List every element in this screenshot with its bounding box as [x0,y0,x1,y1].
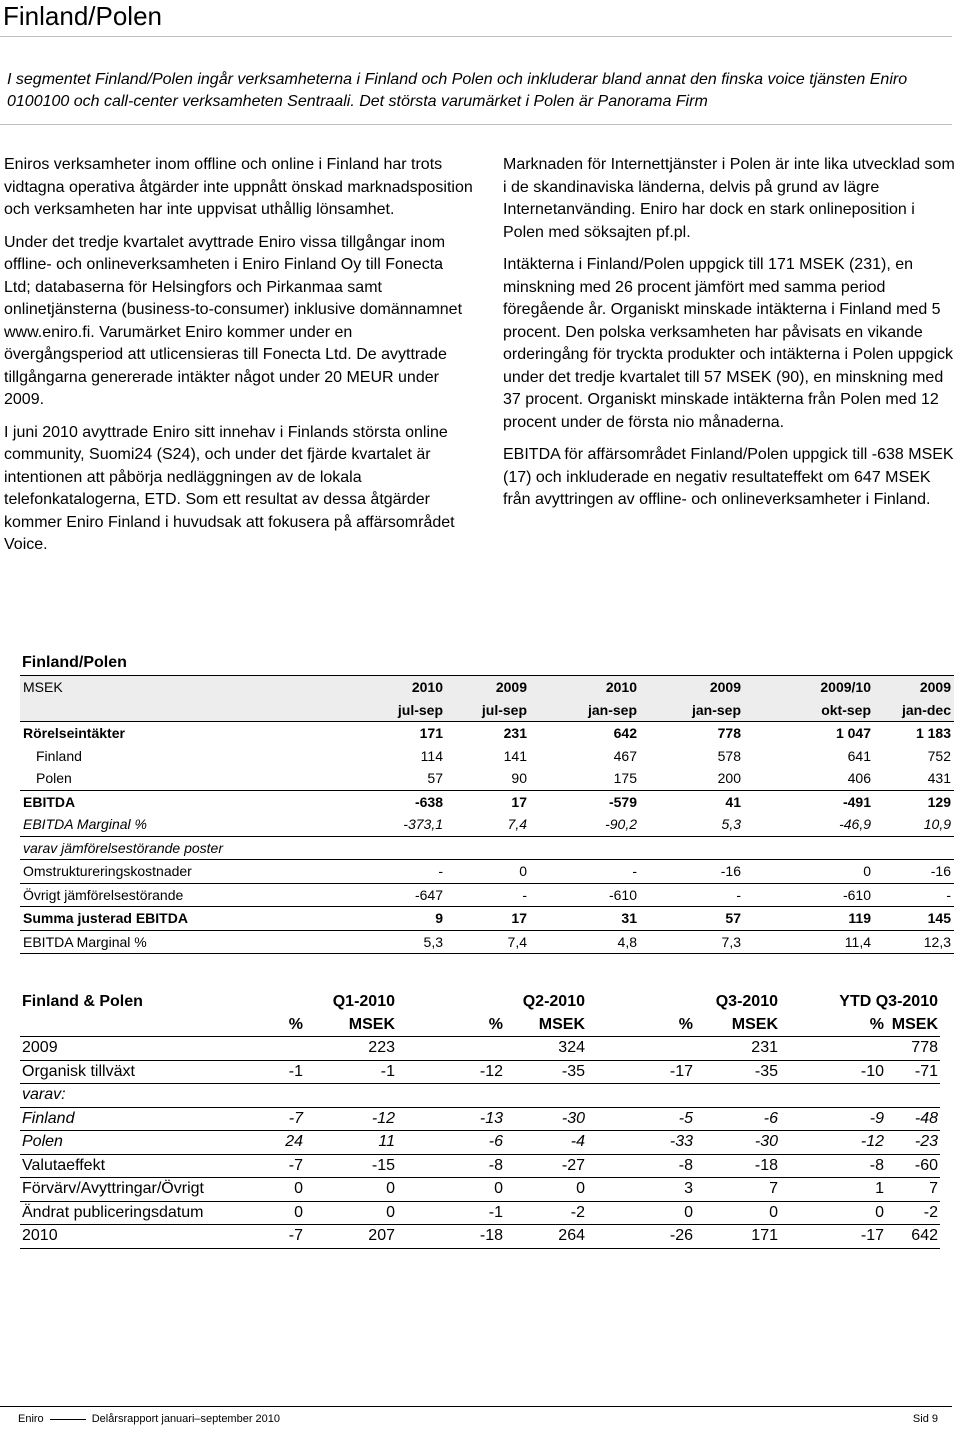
pct-header: % [780,1014,886,1037]
paragraph: Under det tredje kvartalet avyttrade Eniro vissa tillgångar inom offline- och onlineverksamheten i Eniro Finland Oy till Fonecta Ltd; databaserna för Helsingfors och Pirkanmaa samt onlinetjänsterna (business-to-consumer) inklusive domännamnet www.eniro.fi. Varumärket Eniro kommer under en övergångsperiod att utlicensieras till Fonecta Ltd. De avyttrade tillgångarna genererade intäkter något under 20 MEUR under 2009. [4,233,463,408]
msek-header: MSEK [695,1014,780,1037]
table-row: EBITDA Marginal % -373,1 7,4 -90,2 5,3 -46,9 10,9 [20,813,954,836]
table-row: Omstruktureringskostnader - 0 - -16 0 -16 [20,860,954,884]
msek-header: MSEK [305,1014,397,1037]
table-row: Valutaeffekt -7 -15 -8 -27 -8 -18 -8 -60 [20,1154,940,1178]
page-number: Sid 9 [912,1413,938,1425]
footer-report: Delårsrapport januari–september 2010 [91,1413,281,1425]
paragraph: Marknaden för Internettjänster i Polen är inte lika utvecklad som i de skandinaviska länderna, delvis på grund av lägre Internetanvänding. Eniro har dock en stark onlineposition i Polen med söksajten pf.pl. [503,156,955,241]
table-row: varav jämförelsestörande poster [23,839,223,856]
right-column [503,154,958,522]
year-header: 2009 [640,676,744,699]
paragraph: Eniros verksamheter inom offline och online i Finland har trots vidtagna operativa åtgärder inte uppnått önskad marknadsposition och verksamheten har inte uppvisat uthållig lönsamhet. [4,156,473,218]
table-title: Finland/Polen [22,654,127,671]
table-row: 2009 223 324 231 778 [20,1037,940,1061]
page-title: Finland/Polen [3,1,162,31]
unit-label: MSEK [20,676,360,699]
table-title: Finland & Polen [22,993,143,1011]
year-header: 2009/10 [744,676,874,699]
table-row: varav: [20,1084,940,1108]
pct-header: % [250,1014,305,1037]
paragraph: EBITDA för affärsområdet Finland/Polen uppgick till -638 MSEK (17) och inkluderade en negativ resultateffekt om 647 MSEK från avyttringen av offline- och onlineverksamheter i Finland. [503,446,954,508]
footer-divider [0,1406,952,1407]
table-row: Förvärv/Avyttringar/Övrigt 0 0 0 0 3 7 1 7 [20,1178,940,1202]
paragraph: I juni 2010 avyttrade Eniro sitt innehav i Finlands största online community, Suomi24 (S24), och under det fjärde kvartalet är intentionen att påbörja nedläggningen av de lokala telefonkatalogerna, ETD. Som ett resultat av dessa åtgärder kommer Eniro Finland i huvudsak att fokusera på affärsområdet Voice. [4,423,455,553]
period-header: jul-sep [360,699,446,722]
period-header: okt-sep [744,699,874,722]
table-row: EBITDA -638 17 -579 41 -491 129 [23,793,951,810]
title-divider [0,36,952,37]
year-header: 2009 [446,676,530,699]
footer-dash [50,1419,86,1420]
table-row: Övrigt jämförelsestörande -647 - -610 - -610 - [20,883,954,907]
period-header: jan-sep [530,699,640,722]
table-row: Ändrat publiceringsdatum 0 0 -1 -2 0 0 0 -2 [20,1201,940,1225]
table-row: Polen 57 90 175 200 406 431 [20,767,954,790]
table-row: Finland -7 -12 -13 -30 -5 -6 -9 -48 [20,1107,940,1131]
period-header: jan-sep [640,699,744,722]
table-row: Organisk tillväxt -1 -1 -12 -35 -17 -35 -10 -71 [20,1060,940,1084]
table-row: EBITDA Marginal % 5,3 7,4 4,8 7,3 11,4 12,3 [20,930,954,954]
footer [18,1413,938,1425]
finland-polen-table [20,651,954,954]
table-row: Polen 24 11 -6 -4 -33 -30 -12 -23 [20,1131,940,1155]
pct-header: % [587,1014,695,1037]
table-row: Rörelseintäkter 171 231 642 778 1 047 1 183 [23,725,951,742]
table-row: Finland 114 141 467 578 641 752 [36,747,951,764]
quarter-header: Q3-2010 [715,993,778,1011]
quarter-header: YTD Q3-2010 [839,993,938,1011]
quarter-header: Q1-2010 [332,993,395,1011]
quarter-header: Q2-2010 [522,993,585,1011]
pct-header: % [397,1014,505,1037]
period-header: jul-sep [446,699,530,722]
table-row: 2010 -7 207 -18 264 -26 171 -17 642 [20,1225,940,1249]
year-header: 2010 [360,676,446,699]
msek-header: MSEK [505,1014,587,1037]
year-header: 2010 [530,676,640,699]
footer-company: Eniro [18,1413,44,1425]
msek-header: MSEK [886,1014,940,1037]
period-header: jan-dec [874,699,954,722]
left-column [4,154,474,567]
segment-intro: I segmentet Finland/Polen ingår verksamheterna i Finland och Polen och inkluderar bland annat den finska voice tjänsten Eniro 0100100 och call-center verksamheten Sentraali. Det största varumärket i Polen är Panorama Firm [7,71,908,110]
table-row: Summa justerad EBITDA 9 17 31 57 119 145 [20,907,954,931]
year-header: 2009 [874,676,954,699]
organic-growth-table [20,991,940,1249]
paragraph: Intäkterna i Finland/Polen uppgick till 171 MSEK (231), en minskning med 26 procent jämfört med samma period föregående år. Organiskt minskade intäkterna i Finland med 5 procent. Den polska verksamheten har påvisats en vikande orderingång för tryckta produkter och intäkterna i Polen uppgick under det tredje kvartalet till 57 MSEK (90), en minskning med 37 procent. Organiskt minskade intäkterna från Polen med 12 procent under de första nio månaderna. [503,256,954,431]
intro-divider [0,124,952,125]
